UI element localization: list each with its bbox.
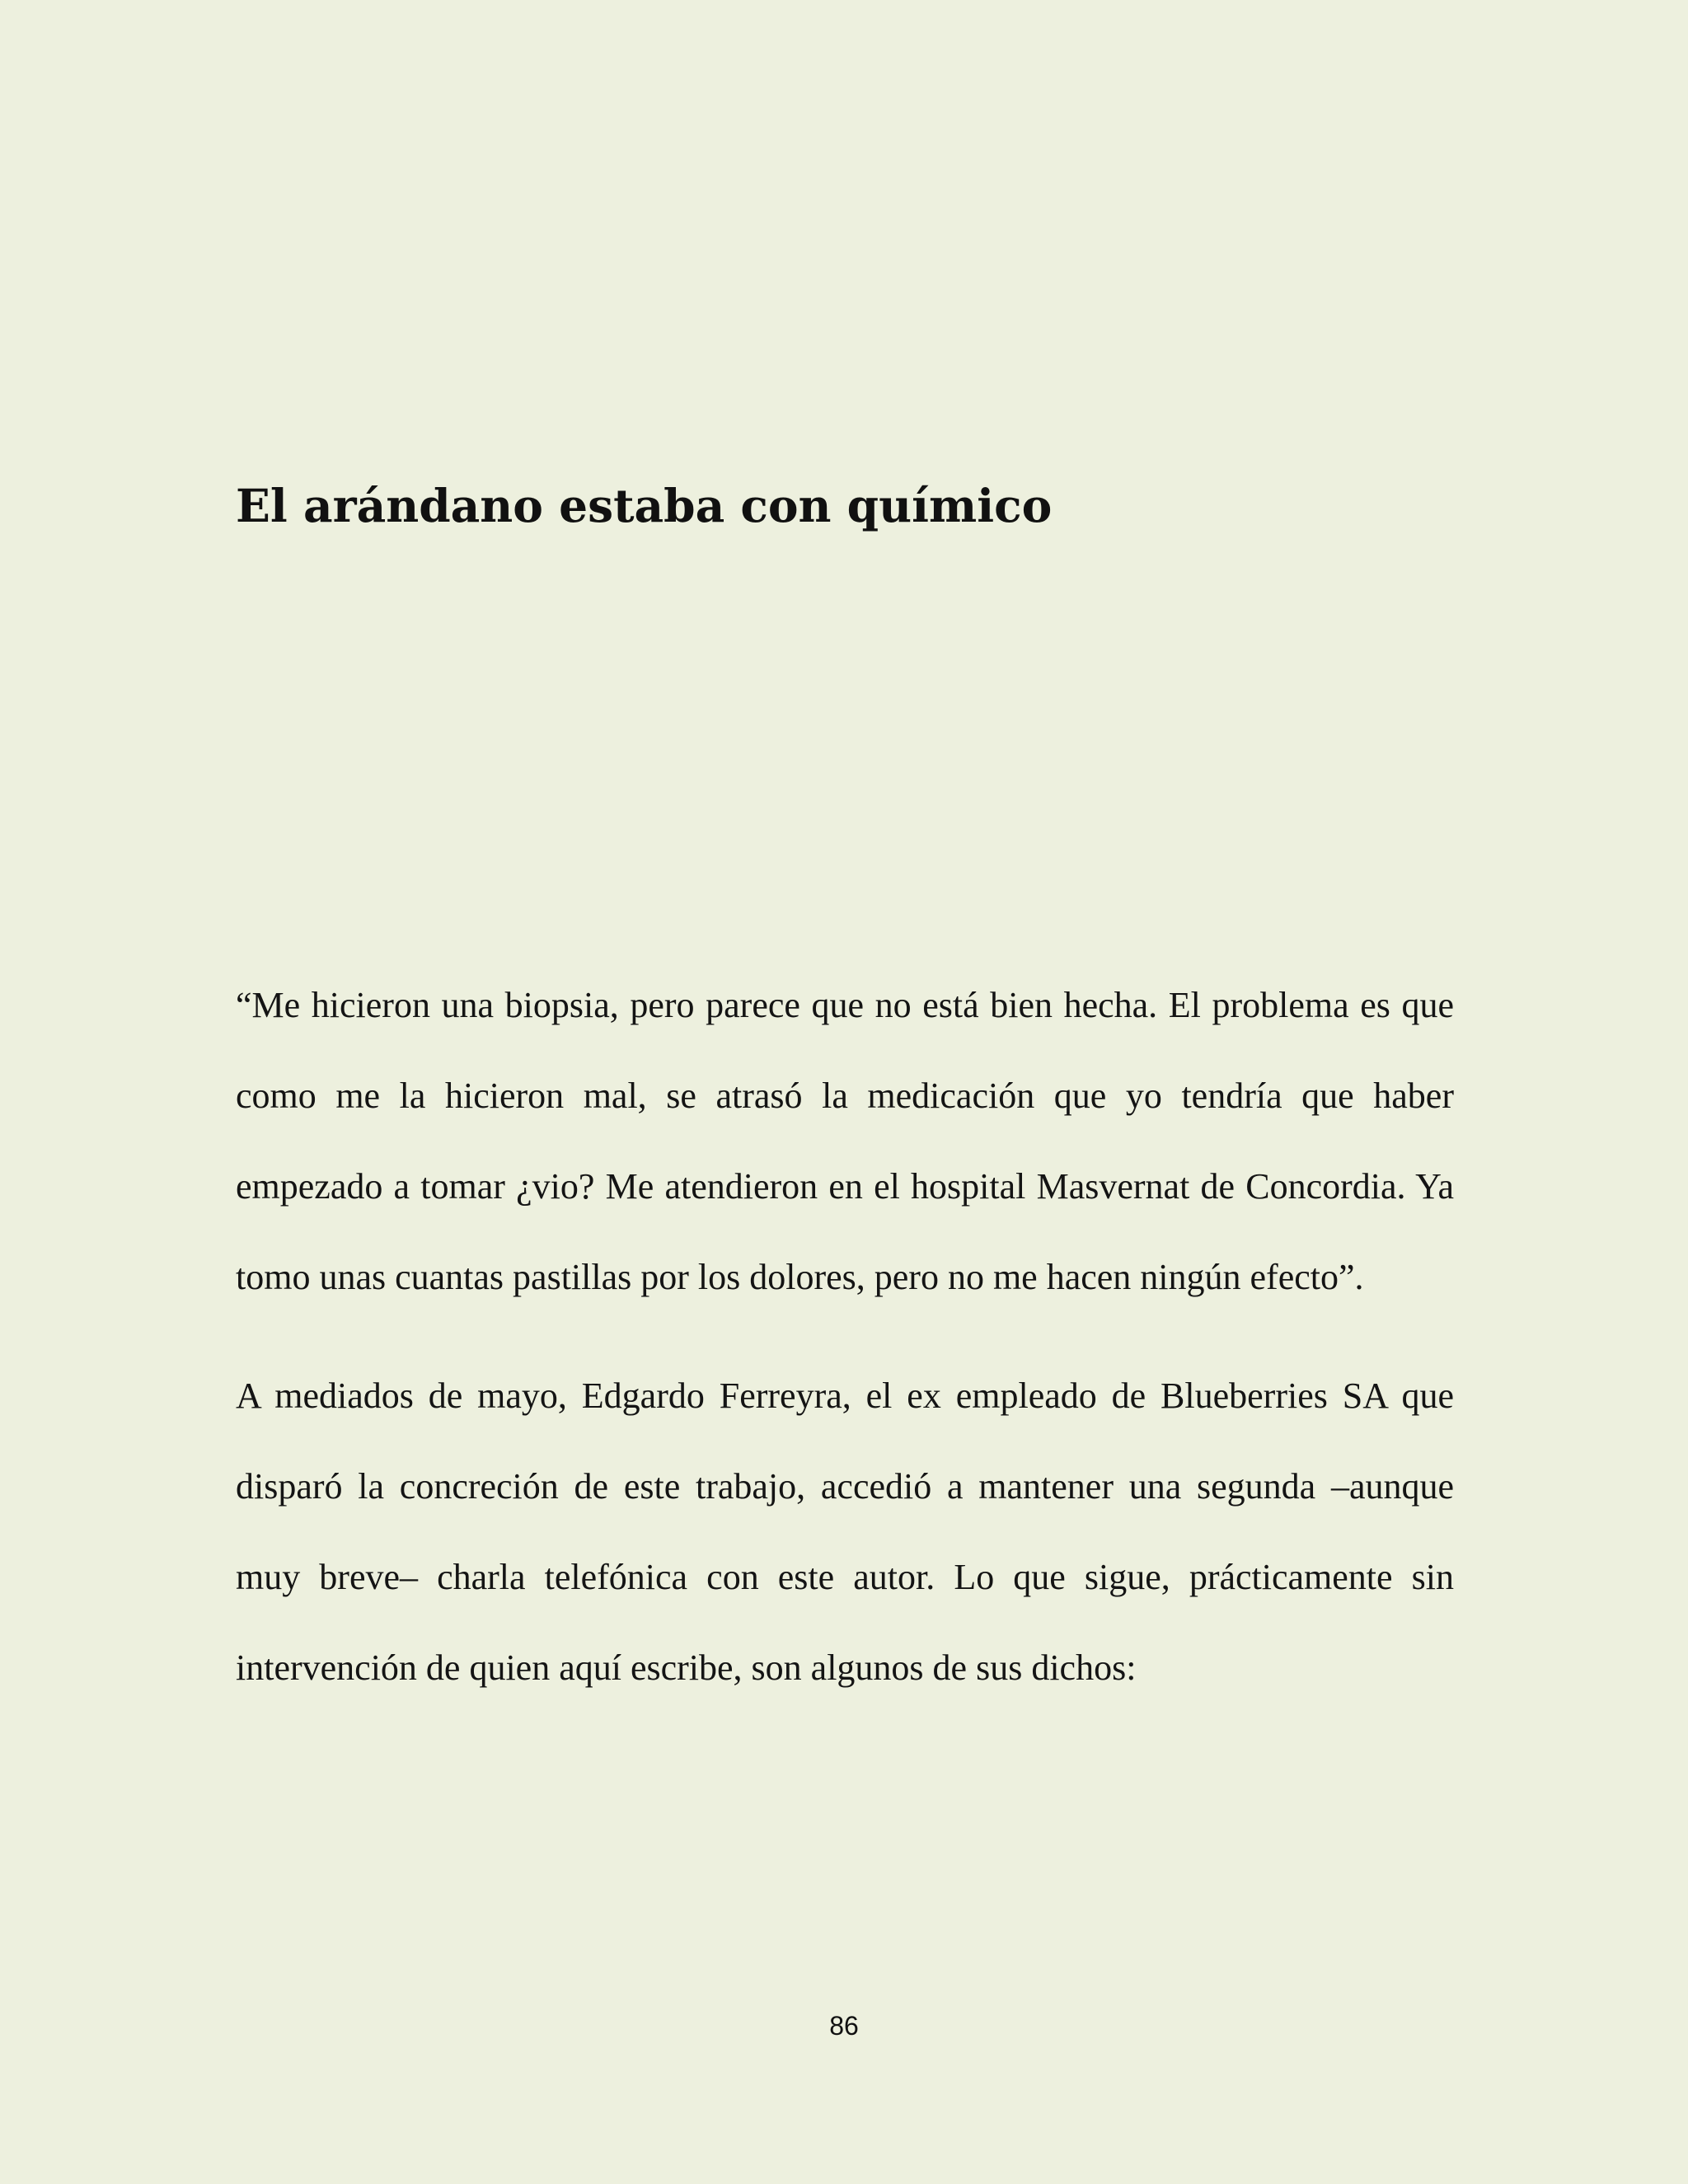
paragraph-narration: A mediados de mayo, Edgardo Ferreyra, el ex empleado de Blueberries SA que disparó la concreción de este trabajo, accedió a mantener una segunda –aunque muy breve– charla telefónica con este autor. Lo que sigue, prácticamente sin intervención de quien aquí escribe, son algunos de sus dichos:	[236, 1376, 1454, 1688]
paragraph-quote: “Me hicieron una biopsia, pero parece que no está bien hecha. El problema es que como me la hicieron mal, se atrasó la medicación que yo tendría que haber empezado a tomar ¿vio? Me atendieron en el hospital Masvernat de Concordia. Ya tomo unas cuantas pastillas por los dolores, pero no me hacen ningún efecto”.	[236, 985, 1454, 1297]
chapter-title: El arándano estaba con químico	[236, 479, 1053, 532]
page-number: 86	[829, 2011, 859, 2041]
body-text	[236, 960, 1454, 1741]
